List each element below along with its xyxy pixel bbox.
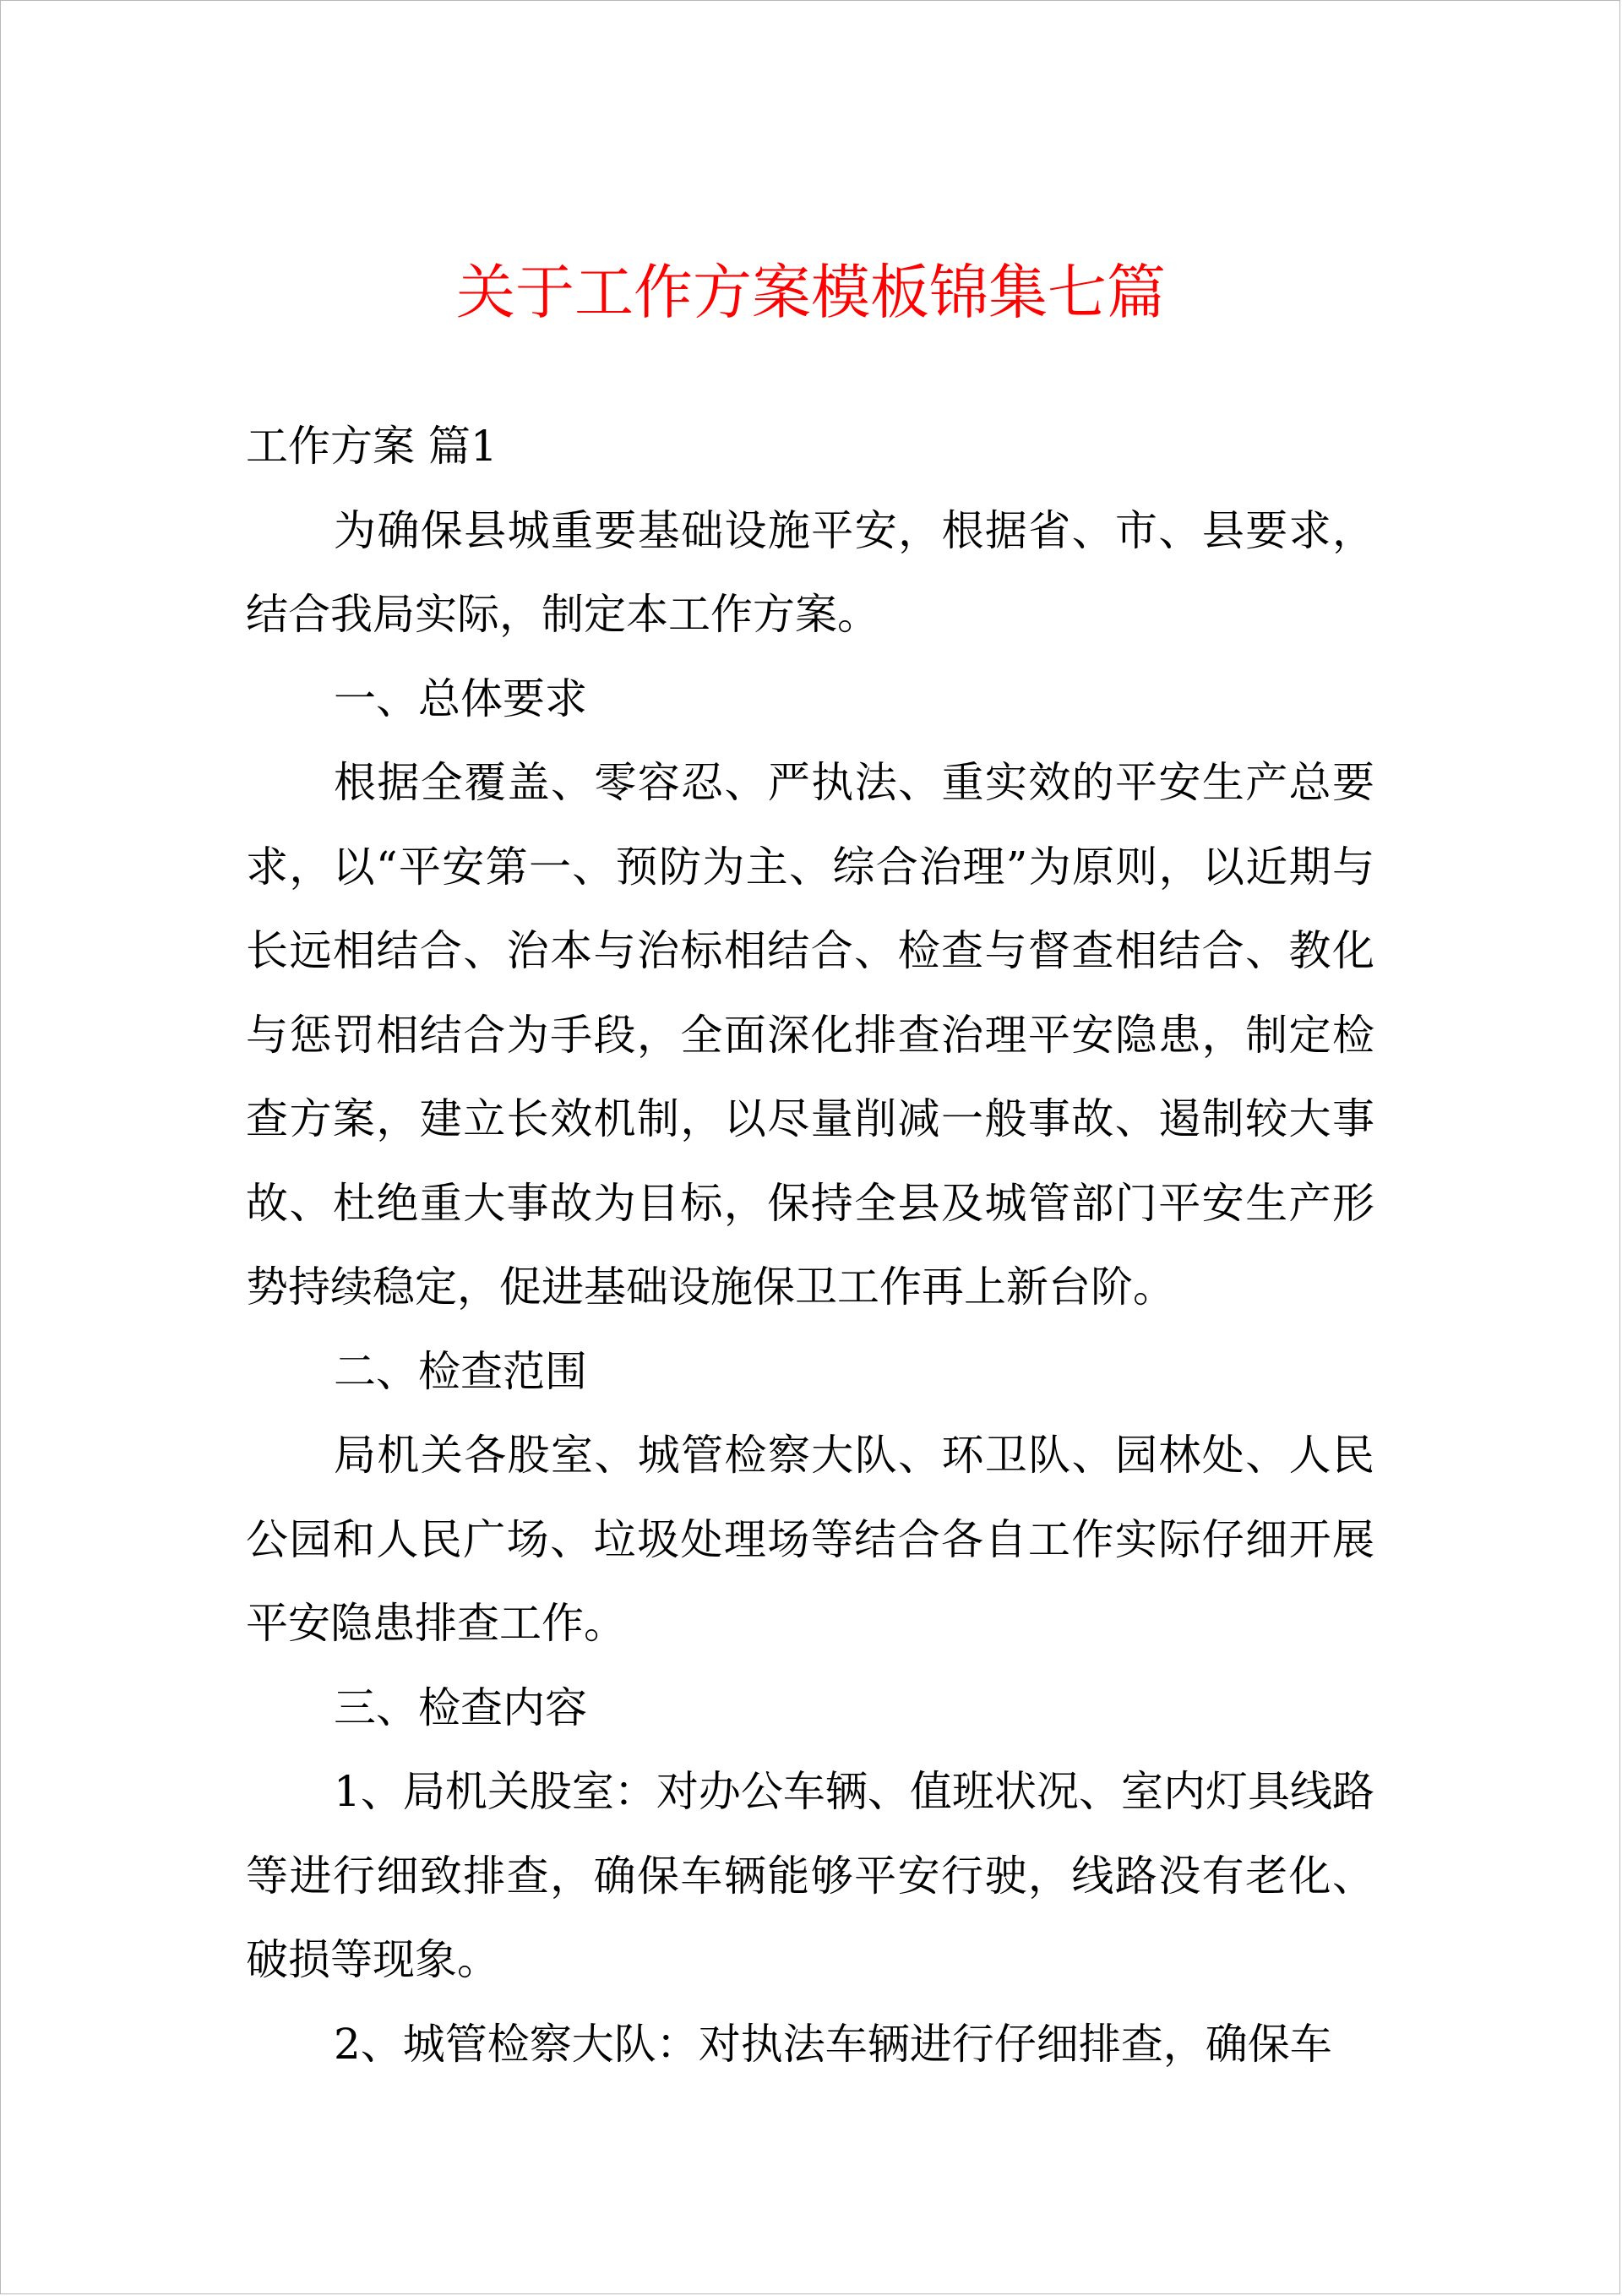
section-heading: 二、检查范围 <box>334 1346 587 1396</box>
section-heading: 三、检查内容 <box>334 1682 587 1732</box>
paragraph: 工作方案 篇1 <box>246 422 498 471</box>
paragraph: 2、城管检察大队：对执法车辆进行仔细排查，确保车 <box>334 2019 1332 2069</box>
document-body <box>246 405 1374 2086</box>
paragraph: 为确保县城重要基础设施平安，根据省、市、县要求，结合我局实际，制定本工作方案。 <box>246 505 1374 639</box>
paragraph: 局机关各股室、城管检察大队、环卫队、园林处、人民公园和人民广场、垃圾处理场等结合各自工作实际仔细开展平安隐患排查工作。 <box>246 1431 1374 1648</box>
paragraph: 根据全覆盖、零容忍、严执法、重实效的平安生产总要求，以“平安第一、预防为主、综合治理”为原则，以近期与长远相结合、治本与治标相结合、检查与督查相结合、教化与惩罚相结合为手段，全面深化排查治理平安隐患，制定检查方案，建立长效机制，以尽量削减一般事故、遏制较大事故、杜绝重大事故为目标，保持全县及城管部门平安生产形势持续稳定，促进基础设施保卫工作再上新台阶。 <box>246 758 1374 1312</box>
section-heading: 一、总体要求 <box>334 674 587 723</box>
document-title: 关于工作方案模板锦集七篇 <box>456 258 1166 327</box>
paragraph: 1、局机关股室：对办公车辆、值班状况、室内灯具线路等进行细致排查，确保车辆能够平安行驶，线路没有老化、破损等现象。 <box>246 1767 1374 1984</box>
